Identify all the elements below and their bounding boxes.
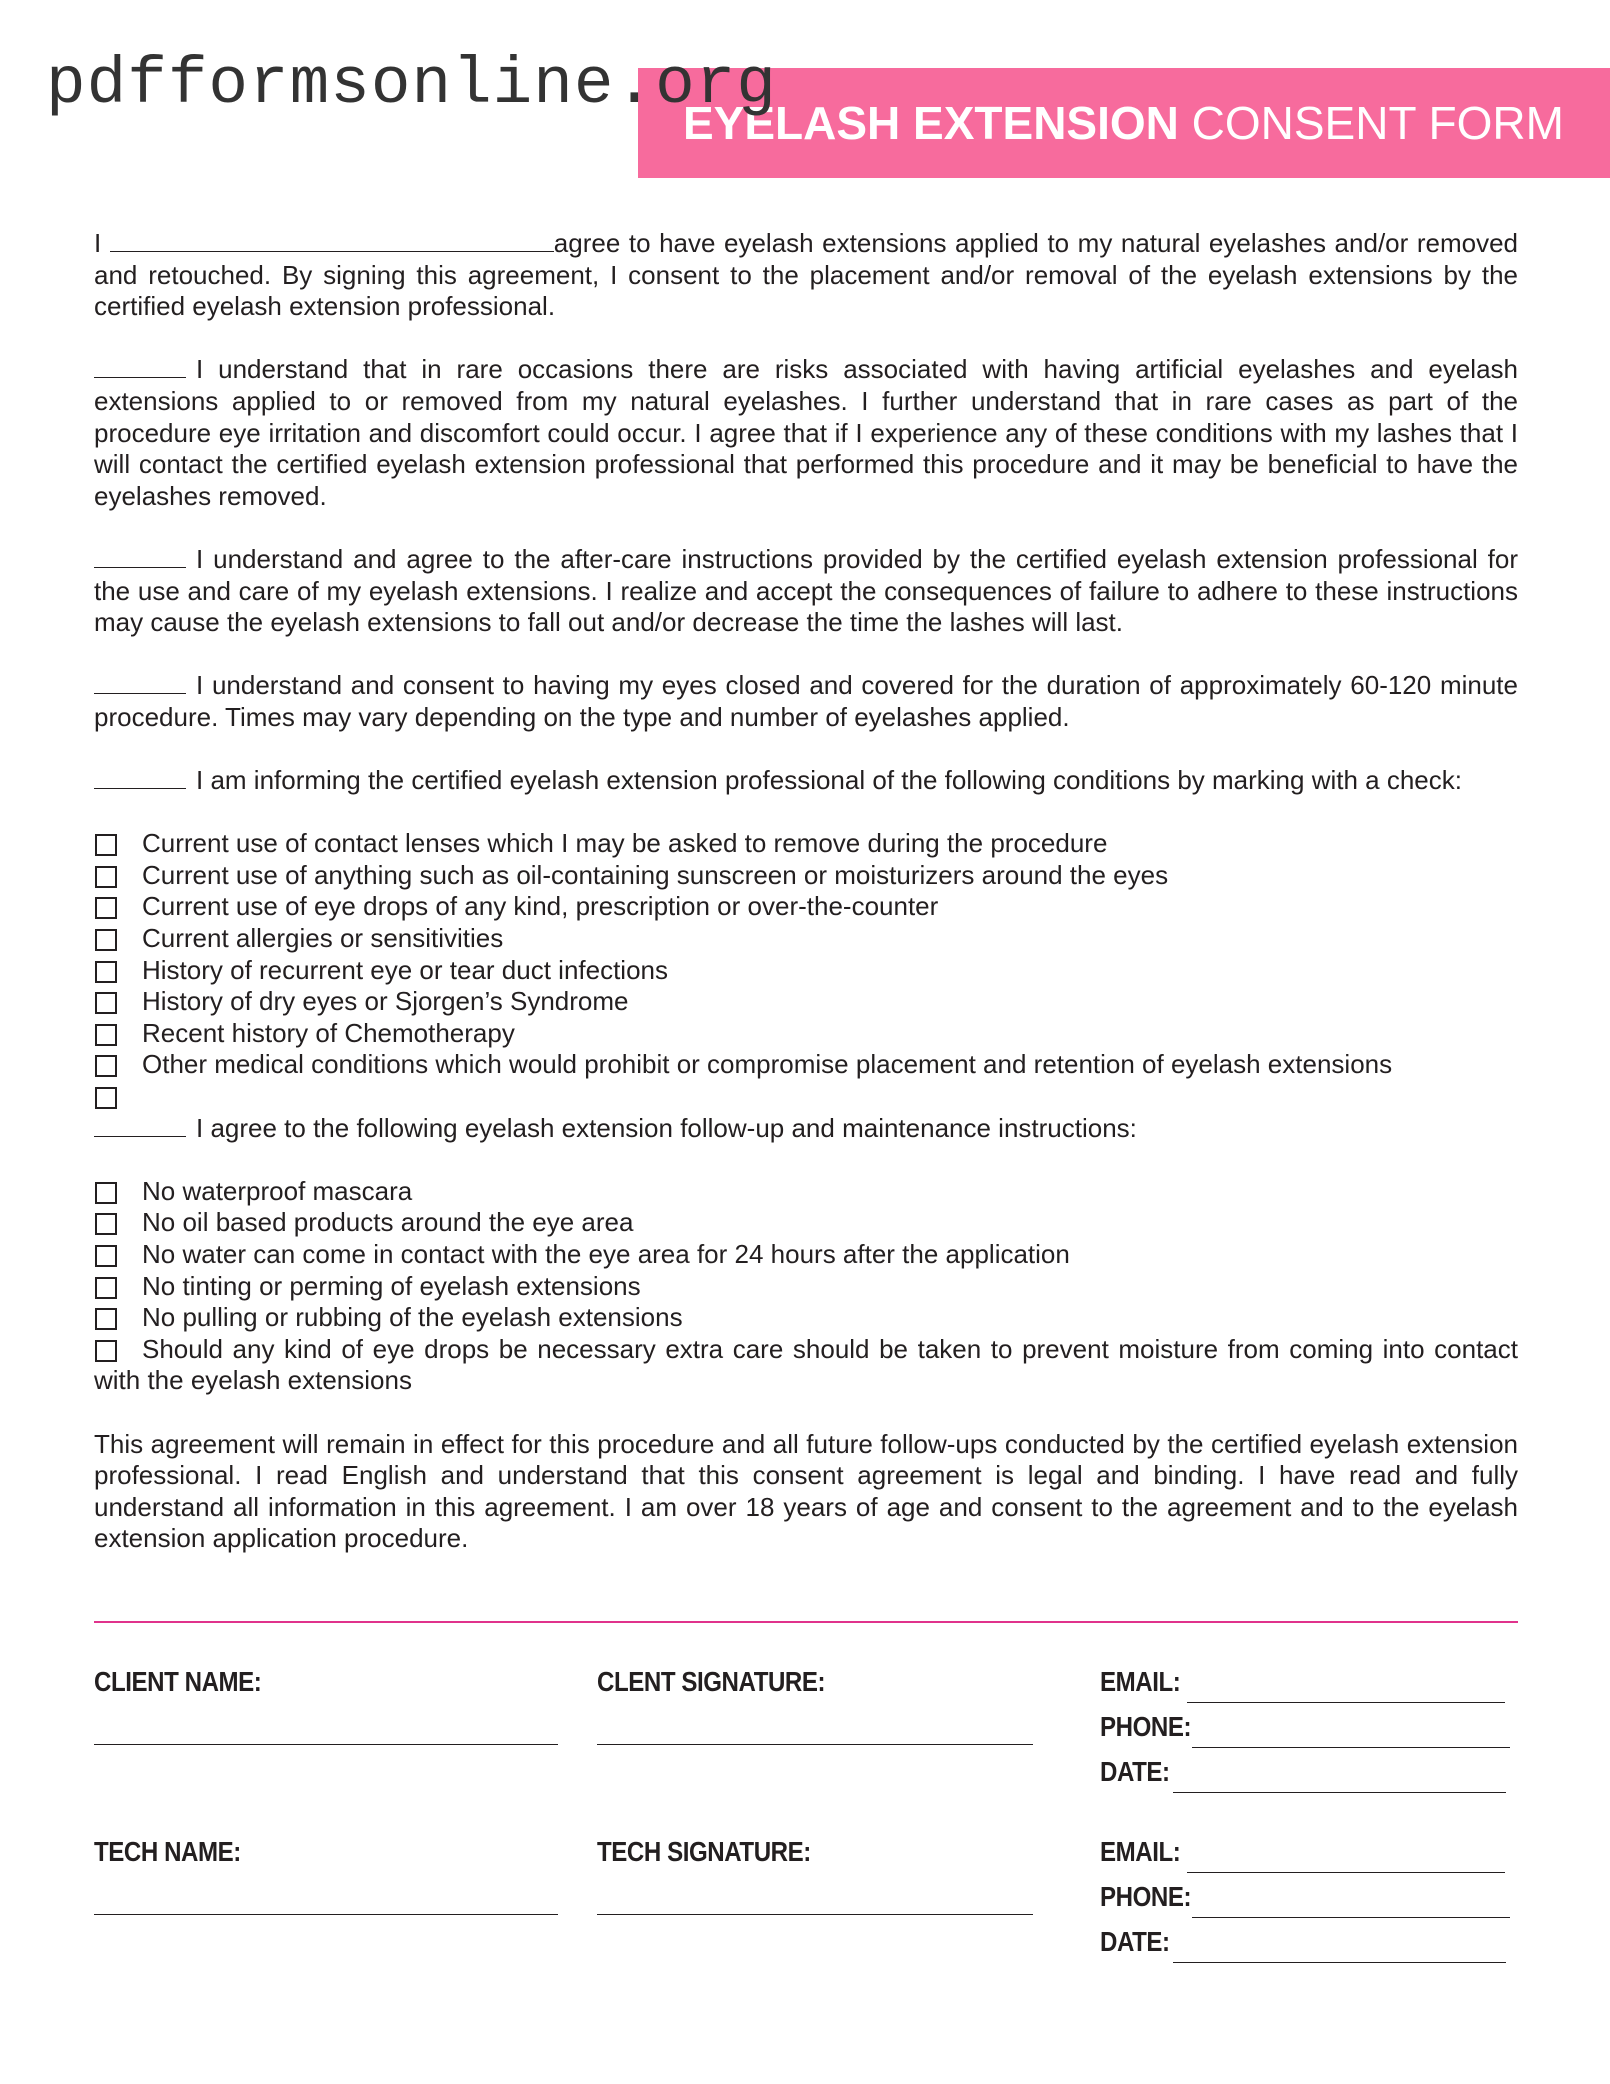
tech-email-field[interactable]: [1187, 1872, 1505, 1873]
maintenance-item: [94, 1207, 1518, 1239]
client-email-field[interactable]: [1187, 1702, 1505, 1703]
tech-phone-label: PHONE:: [1100, 1881, 1192, 1912]
checkbox[interactable]: [95, 1245, 117, 1267]
client-email-label: [1100, 1666, 1180, 1698]
condition-item: [94, 1049, 1518, 1081]
condition-item-empty: [94, 1081, 1518, 1113]
maintenance-item: [94, 1302, 1518, 1334]
clause-risks-text: I understand that in rare occasions there are risks associated with having artificial eyelashes and eyelash extensions applied to or removed from my natural eyelashes. I further understand that in rare cases as part of the procedure eye irritation and discomfort could occur. I agree that if I experience any of these conditions with my lashes that I will contact the certified eyelash extension professional that performed this procedure and it may be beneficial to have the eyelashes removed.: [94, 354, 1518, 511]
checkbox[interactable]: [95, 992, 117, 1014]
checkbox[interactable]: [95, 1024, 117, 1046]
client-signature-label: CLENT SIGNATURE:: [597, 1666, 826, 1697]
initial-blank-duration[interactable]: [94, 672, 186, 694]
clause-risks: [94, 354, 1518, 512]
clause-aftercare: [94, 544, 1518, 639]
client-phone-label: PHONE:: [1100, 1711, 1192, 1742]
clause-aftercare-text: I understand and agree to the after-care instructions provided by the certified eyelash extension professional for the use and care of my eyelash extensions. I realize and accept the consequences of failure to adhere to these instructions may cause the eyelash extensions to fall out and/or decrease the time the lashes will last.: [94, 543, 1518, 638]
clause-maintenance-text: I agree to the following eyelash extension follow-up and maintenance instructions:: [196, 1112, 1137, 1143]
condition-item: [94, 891, 1518, 923]
intro-text: agree to have eyelash extensions applied to my natural eyelashes and/or removed and retouched. By signing this agreement, I consent to the placement and/or removal of the eyelash extensions by the certified eyelash extension professional.: [94, 228, 1518, 322]
initial-blank-maintenance[interactable]: [94, 1115, 186, 1137]
maintenance-label: No pulling or rubbing of the eyelash extensions: [142, 1302, 683, 1333]
checkbox[interactable]: [95, 929, 117, 951]
condition-item: [94, 828, 1518, 860]
maintenance-label: No oil based products around the eye area: [142, 1207, 634, 1238]
clause-maintenance: [94, 1113, 1518, 1145]
maintenance-label: No water can come in contact with the eye area for 24 hours after the application: [142, 1239, 1070, 1269]
condition-item: [94, 923, 1518, 955]
clause-duration-text: I understand and consent to having my eyes closed and covered for the duration of approximately 60-120 minute procedure. Times may vary depending on the type and number of eyelashes applied.: [94, 670, 1518, 732]
maintenance-item: [94, 1176, 1518, 1208]
client-signature-field[interactable]: [597, 1744, 1033, 1745]
maintenance-item: [94, 1271, 1518, 1303]
checkbox[interactable]: [95, 897, 117, 919]
condition-label: Current use of anything such as oil-containing sunscreen or moisturizers around the eyes: [142, 859, 1169, 890]
tech-signature-label: TECH SIGNATURE:: [597, 1836, 811, 1867]
condition-label: Other medical conditions which would prohibit or compromise placement and retention of eyelash extensions: [142, 1049, 1393, 1080]
maintenance-label: No tinting or perming of eyelash extensions: [142, 1270, 641, 1301]
condition-label: Current use of eye drops of any kind, prescription or over-the-counter: [142, 891, 939, 922]
form-title-light: CONSENT FORM: [1191, 97, 1564, 149]
maintenance-checklist: [94, 1176, 1518, 1397]
checkbox[interactable]: [95, 1087, 117, 1109]
condition-item: [94, 986, 1518, 1018]
initial-blank-aftercare[interactable]: [94, 546, 186, 568]
section-divider: [94, 1621, 1518, 1623]
condition-item: [94, 1018, 1518, 1050]
checkbox[interactable]: [95, 866, 117, 888]
maintenance-item: [94, 1334, 1518, 1397]
maintenance-label: Should any kind of eye drops be necessary extra care should be taken to prevent moisture from coming into contact with the eyelash extensions: [94, 1333, 1518, 1396]
condition-label: Current use of contact lenses which I may be asked to remove during the procedure: [142, 828, 1108, 859]
tech-name-label: TECH NAME:: [94, 1836, 241, 1867]
checkbox[interactable]: [95, 961, 117, 983]
condition-label: History of recurrent eye or tear duct infections: [142, 954, 669, 985]
checkbox[interactable]: [95, 834, 117, 856]
condition-item: [94, 955, 1518, 987]
condition-label: Current allergies or sensitivities: [142, 923, 504, 954]
checkbox[interactable]: [95, 1308, 117, 1330]
client-name-field[interactable]: [94, 1744, 558, 1745]
clause-conditions-text: I am informing the certified eyelash extension professional of the following conditions by marking with a check:: [196, 765, 1462, 796]
initial-blank-conditions[interactable]: [94, 767, 186, 789]
client-date-label: DATE:: [1100, 1756, 1170, 1787]
header-banner: [638, 68, 1610, 178]
client-name-label: CLIENT NAME:: [94, 1666, 262, 1697]
agreement-paragraph: This agreement will remain in effect for this procedure and all future follow-ups conducted by the certified eyelash extension professional. I read English and understand that this consent agreement is legal and binding. I have read and fully understand all information in this agreement. I am over 18 years of age and consent to the agreement and to the eyelash extension application procedure.: [94, 1428, 1518, 1554]
tech-signature-field[interactable]: [597, 1914, 1033, 1915]
maintenance-label: No waterproof mascara: [142, 1175, 413, 1206]
checkbox[interactable]: [95, 1340, 117, 1362]
tech-date-field[interactable]: [1173, 1962, 1506, 1963]
condition-label: History of dry eyes or Sjorgen’s Syndrome: [142, 986, 629, 1017]
condition-label: Recent history of Chemotherapy: [142, 1017, 515, 1048]
form-body: [94, 228, 1518, 1555]
client-name-blank[interactable]: [110, 230, 554, 252]
tech-email-label: EMAIL:: [1100, 1836, 1181, 1867]
tech-name-field[interactable]: [94, 1914, 558, 1915]
checkbox[interactable]: [95, 1182, 117, 1204]
clause-conditions: [94, 765, 1518, 797]
form-title: [683, 96, 1564, 150]
intro-paragraph: [94, 228, 1518, 323]
form-title-bold: EYELASH EXTENSION: [683, 97, 1179, 149]
tech-phone-field[interactable]: [1192, 1917, 1510, 1918]
initial-blank-risks[interactable]: [94, 356, 186, 378]
checkbox[interactable]: [95, 1055, 117, 1077]
checkbox[interactable]: [95, 1213, 117, 1235]
intro-prefix: I: [94, 228, 102, 258]
clause-duration: [94, 670, 1518, 733]
email-label-text: EMAIL:: [1100, 1666, 1181, 1697]
client-phone-field[interactable]: [1192, 1747, 1510, 1748]
tech-date-label: DATE:: [1100, 1926, 1170, 1957]
maintenance-item: [94, 1239, 1518, 1271]
condition-item: [94, 860, 1518, 892]
conditions-checklist: [94, 828, 1518, 1112]
checkbox[interactable]: [95, 1277, 117, 1299]
watermark-text: pdfformsonline.org: [46, 47, 777, 122]
client-date-field[interactable]: [1173, 1792, 1506, 1793]
